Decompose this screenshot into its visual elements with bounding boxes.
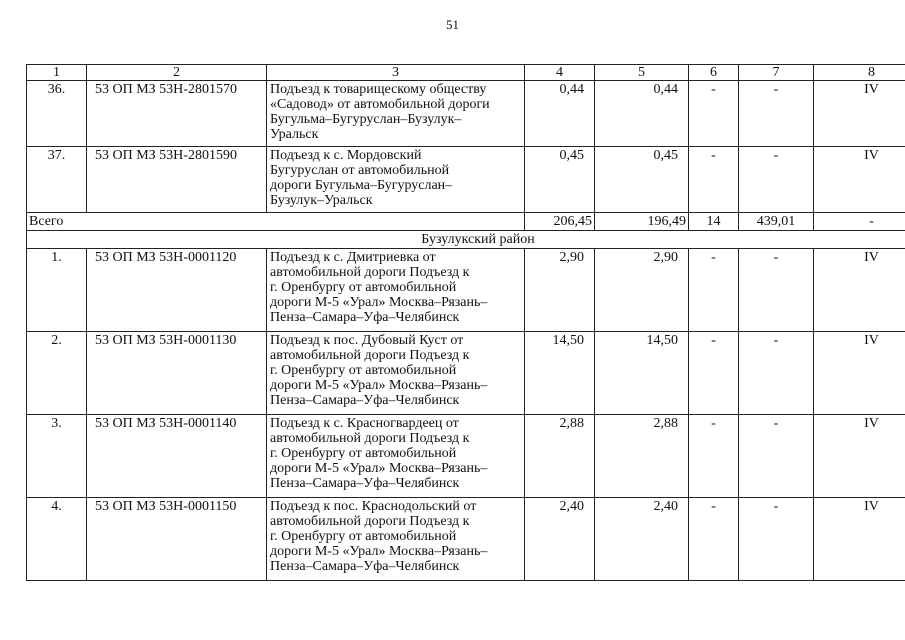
col6-value: - xyxy=(689,81,739,147)
road-name-line: автомобильной дороги Подъезд к xyxy=(270,265,470,280)
col7-value: - xyxy=(739,147,814,213)
length-total: 2,90 xyxy=(525,249,595,332)
road-category: IV xyxy=(814,147,905,213)
length-total: 0,45 xyxy=(525,147,595,213)
road-name-line: Пенза–Самара–Уфа–Челябинск xyxy=(270,310,460,325)
column-header: 6 xyxy=(689,65,739,81)
road-category: IV xyxy=(814,81,905,147)
length-paved: 0,44 xyxy=(595,81,689,147)
road-name-line: дороги М-5 «Урал» Москва–Рязань– xyxy=(270,544,488,559)
road-name-line: «Садовод» от автомобильной дороги xyxy=(270,97,490,112)
road-name-line: дороги М-5 «Урал» Москва–Рязань– xyxy=(270,461,488,476)
road-name-line: Уральск xyxy=(270,127,319,142)
table-row xyxy=(27,415,905,498)
road-name-line: Пенза–Самара–Уфа–Челябинск xyxy=(270,476,460,491)
road-name-line: Пенза–Самара–Уфа–Челябинск xyxy=(270,559,460,574)
length-total: 2,88 xyxy=(525,415,595,498)
road-category: IV xyxy=(814,332,905,415)
road-name xyxy=(267,332,525,415)
col7-value: - xyxy=(739,332,814,415)
road-category: IV xyxy=(814,249,905,332)
col7-value: - xyxy=(739,415,814,498)
length-paved: 0,45 xyxy=(595,147,689,213)
total-col4: 206,45 xyxy=(525,213,595,231)
road-code: 53 ОП МЗ 53Н-0001120 xyxy=(87,249,267,332)
road-name-line: автомобильной дороги Подъезд к xyxy=(270,514,470,529)
road-name-line: г. Оренбургу от автомобильной xyxy=(270,446,457,461)
column-header: 8 xyxy=(814,65,905,81)
column-header: 7 xyxy=(739,65,814,81)
row-number: 2. xyxy=(27,332,87,415)
road-name xyxy=(267,249,525,332)
row-number: 1. xyxy=(27,249,87,332)
col6-value: - xyxy=(689,332,739,415)
road-name-line: Пенза–Самара–Уфа–Челябинск xyxy=(270,393,460,408)
table-row xyxy=(27,332,905,415)
total-col7: 439,01 xyxy=(739,213,814,231)
row-number: 36. xyxy=(27,81,87,147)
road-code: 53 ОП МЗ 53Н-2801570 xyxy=(87,81,267,147)
column-number-header-row xyxy=(27,65,905,81)
length-paved: 2,88 xyxy=(595,415,689,498)
table-row xyxy=(27,249,905,332)
road-name-line: автомобильной дороги Подъезд к xyxy=(270,348,470,363)
district-row xyxy=(27,231,905,249)
road-name-line: Подъезд к пос. Краснодольский от xyxy=(270,499,477,514)
col7-value: - xyxy=(739,498,814,581)
road-code: 53 ОП МЗ 53Н-0001130 xyxy=(87,332,267,415)
road-category: IV xyxy=(814,498,905,581)
road-name xyxy=(267,147,525,213)
table-row xyxy=(27,81,905,147)
column-header: 3 xyxy=(267,65,525,81)
road-name-line: г. Оренбургу от автомобильной xyxy=(270,280,457,295)
length-paved: 2,40 xyxy=(595,498,689,581)
road-code: 53 ОП МЗ 53Н-0001140 xyxy=(87,415,267,498)
column-header: 4 xyxy=(525,65,595,81)
district-name: Бузулукский район xyxy=(27,231,905,249)
col7-value: - xyxy=(739,81,814,147)
road-name-line: Подъезд к товарищескому обществу xyxy=(270,82,487,97)
road-name xyxy=(267,498,525,581)
road-code: 53 ОП МЗ 53Н-2801590 xyxy=(87,147,267,213)
length-total: 2,40 xyxy=(525,498,595,581)
road-name-line: Подъезд к пос. Дубовый Куст от xyxy=(270,333,464,348)
road-code: 53 ОП МЗ 53Н-0001150 xyxy=(87,498,267,581)
road-name-line: г. Оренбургу от автомобильной xyxy=(270,363,457,378)
total-col5: 196,49 xyxy=(595,213,689,231)
road-name-line: дороги Бугульма–Бугуруслан– xyxy=(270,178,453,193)
length-paved: 14,50 xyxy=(595,332,689,415)
table-row xyxy=(27,498,905,581)
total-label: Всего xyxy=(27,213,525,231)
row-number: 4. xyxy=(27,498,87,581)
road-name xyxy=(267,415,525,498)
road-category: IV xyxy=(814,415,905,498)
row-number: 3. xyxy=(27,415,87,498)
road-name-line: Подъезд к с. Дмитриевка от xyxy=(270,250,436,265)
road-name-line: Бугуруслан от автомобильной xyxy=(270,163,450,178)
col6-value: - xyxy=(689,147,739,213)
column-header: 1 xyxy=(27,65,87,81)
column-header: 2 xyxy=(87,65,267,81)
total-row xyxy=(27,213,905,231)
road-name-line: Подъезд к с. Красногвардеец от xyxy=(270,416,459,431)
road-name-line: дороги М-5 «Урал» Москва–Рязань– xyxy=(270,378,488,393)
col6-value: - xyxy=(689,249,739,332)
col7-value: - xyxy=(739,249,814,332)
total-col6: 14 xyxy=(689,213,739,231)
row-number: 37. xyxy=(27,147,87,213)
road-name xyxy=(267,81,525,147)
road-name-line: Бузулук–Уральск xyxy=(270,193,373,208)
table-row xyxy=(27,147,905,213)
length-total: 0,44 xyxy=(525,81,595,147)
road-name-line: Подъезд к с. Мордовский xyxy=(270,148,422,163)
page-number: 51 xyxy=(446,17,459,32)
length-paved: 2,90 xyxy=(595,249,689,332)
road-name-line: автомобильной дороги Подъезд к xyxy=(270,431,470,446)
col6-value: - xyxy=(689,415,739,498)
road-name-line: г. Оренбургу от автомобильной xyxy=(270,529,457,544)
road-name-line: Бугульма–Бугуруслан–Бузулук– xyxy=(270,112,462,127)
road-name-line: дороги М-5 «Урал» Москва–Рязань– xyxy=(270,295,488,310)
length-total: 14,50 xyxy=(525,332,595,415)
column-header: 5 xyxy=(595,65,689,81)
total-col8: - xyxy=(814,213,905,231)
roads-table xyxy=(26,64,905,581)
col6-value: - xyxy=(689,498,739,581)
